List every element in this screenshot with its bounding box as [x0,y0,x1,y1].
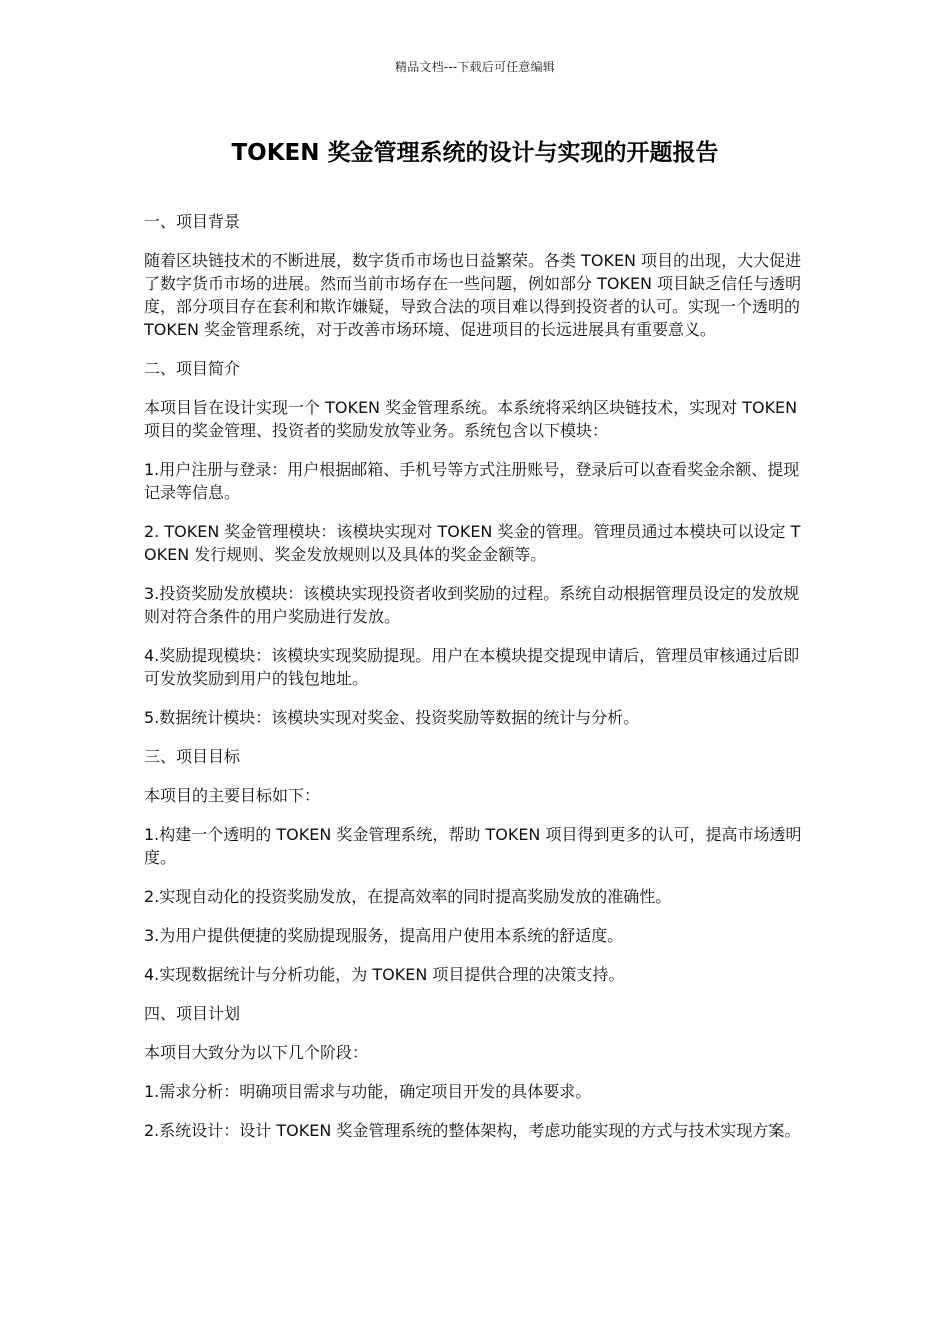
section-heading-goals: 三、项目目标 [144,747,241,766]
list-item-module-4: 4.奖励提现模块：该模块实现奖励提现。用户在本模块提交提现申请后，管理员审核通过后即可发放奖励到用户的钱包地址。 [144,646,800,688]
paragraph-goals-intro: 本项目的主要目标如下： [144,786,321,805]
section-heading-plan: 四、项目计划 [144,1004,241,1023]
document-body [144,210,810,1158]
document-title: TOKEN 奖金管理系统的设计与实现的开题报告 [231,140,719,166]
list-item-goal-3: 3.为用户提供便捷的奖励提现服务，提高用户使用本系统的舒适度。 [144,926,624,945]
section-heading-introduction: 二、项目简介 [144,359,241,378]
list-item-goal-1: 1.构建一个透明的 TOKEN 奖金管理系统，帮助 TOKEN 项目得到更多的认可，提高市场透明度。 [144,825,802,867]
list-item-plan-1: 1.需求分析：明确项目需求与功能，确定项目开发的具体要求。 [144,1082,592,1101]
list-item-module-5: 5.数据统计模块：该模块实现对奖金、投资奖励等数据的统计与分析。 [144,708,640,727]
page-header: 精品文档---下载后可任意编辑 [395,60,555,74]
paragraph-background: 随着区块链技术的不断进展，数字货币市场也日益繁荣。各类 TOKEN 项目的出现，大大促进了数字货币市场的进展。然而当前市场存在一些问题，例如部分 TOKEN 项目缺乏信任与透明度，部分项目存在套利和欺诈嫌疑，导致合法的项目难以得到投资者的认可。实现一个透明的 TOKEN 奖金管理系统，对于改善市场环境、促进项目的长远进展具有重要意义。 [144,251,802,339]
list-item-plan-2: 2.系统设计：设计 TOKEN 奖金管理系统的整体架构，考虑功能实现的方式与技术实现方案。 [144,1121,801,1140]
list-item-module-1: 1.用户注册与登录：用户根据邮箱、手机号等方式注册账号，登录后可以查看奖金余额、提现记录等信息。 [144,460,800,502]
paragraph-plan-intro: 本项目大致分为以下几个阶段： [144,1043,369,1062]
list-item-module-3: 3.投资奖励发放模块：该模块实现投资者收到奖励的过程。系统自动根据管理员设定的发放规则对符合条件的用户奖励进行发放。 [144,584,800,626]
section-heading-background: 一、项目背景 [144,212,241,231]
list-item-goal-4: 4.实现数据统计与分析功能，为 TOKEN 项目提供合理的决策支持。 [144,965,625,984]
list-item-goal-2: 2.实现自动化的投资奖励发放，在提高效率的同时提高奖励发放的准确性。 [144,887,672,906]
list-item-module-2: 2. TOKEN 奖金管理模块：该模块实现对 TOKEN 奖金的管理。管理员通过本模块可以设定 TOKEN 发行规则、奖金发放规则以及具体的奖金金额等。 [144,522,801,564]
paragraph-introduction: 本项目旨在设计实现一个 TOKEN 奖金管理系统。本系统将采纳区块链技术，实现对 TOKEN 项目的奖金管理、投资者的奖励发放等业务。系统包含以下模块： [144,398,798,440]
